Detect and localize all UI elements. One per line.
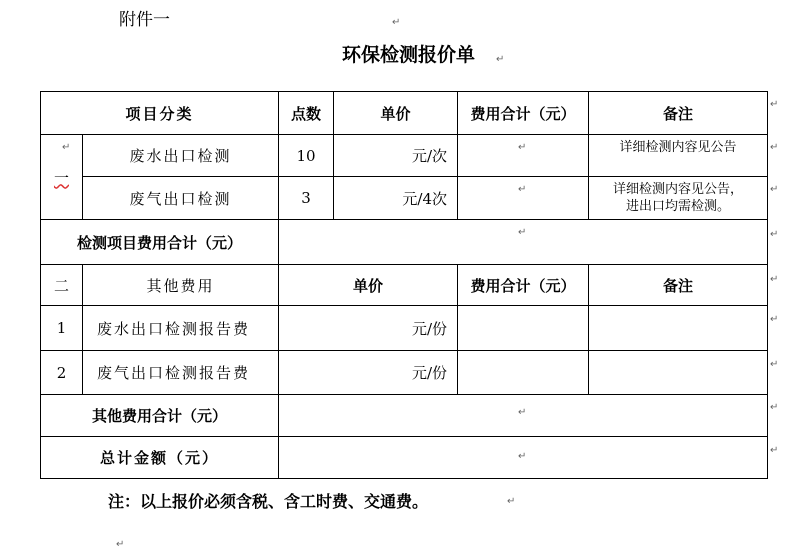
row-exhaust-points: 3	[301, 189, 311, 207]
report-fee-row1-name: 废水出口检测报告费	[97, 319, 251, 338]
paragraph-mark-icon: ↵	[518, 227, 527, 238]
paragraph-mark-icon: ↵	[770, 445, 779, 456]
section1-index-text: 一	[53, 168, 69, 187]
row-wastewater-remark: 详细检测内容见公告	[619, 139, 737, 155]
annex-label: 附件一	[119, 10, 170, 30]
paragraph-mark-icon: ↵	[116, 539, 125, 550]
paragraph-mark-icon: ↵	[770, 142, 779, 153]
section2-header-remarks: 备注	[662, 276, 693, 295]
paragraph-mark-icon: ↵	[770, 184, 779, 195]
section2-header-unit-price: 单价	[352, 276, 383, 295]
row-exhaust-price: 元/4次	[402, 189, 447, 208]
row-exhaust-remark-line1: 详细检测内容见公告，	[612, 182, 743, 197]
paragraph-mark-icon: ↵	[770, 402, 779, 413]
report-fee-row1-price: 元/份	[411, 319, 447, 338]
report-fee-row2-price: 元/份	[411, 364, 447, 382]
row-exhaust-remark	[589, 177, 767, 219]
paragraph-mark-icon: ↵	[518, 184, 527, 195]
paragraph-mark-icon: ↵	[496, 54, 505, 65]
grand-total-label: 总计金额（元）	[99, 449, 219, 467]
footnote: 注：以上报价必须含税、含工时费、交通费。	[108, 492, 429, 511]
section2-index: 二	[53, 276, 69, 295]
report-fee-row1-total[interactable]	[458, 306, 588, 350]
document-title: 环保检测报价单	[342, 44, 476, 66]
paragraph-mark-icon: ↵	[770, 99, 779, 110]
row-wastewater-points: 10	[296, 146, 316, 165]
report-fee-row1-remark[interactable]	[589, 306, 767, 350]
header-remarks: 备注	[662, 104, 693, 123]
section2-label: 其他费用	[146, 276, 215, 295]
paragraph-mark-icon: ↵	[392, 17, 401, 28]
section1-subtotal-label: 检测项目费用合计（元）	[76, 233, 242, 252]
row-wastewater-name: 废水出口检测	[129, 147, 232, 165]
header-fee-total: 费用合计（元）	[470, 104, 576, 123]
paragraph-mark-icon: ↵	[770, 229, 779, 240]
paragraph-mark-icon: ↵	[770, 314, 779, 325]
report-fee-row2-total[interactable]	[458, 351, 588, 394]
report-fee-row2-remark[interactable]	[589, 351, 767, 394]
header-unit-price: 单价	[380, 104, 411, 123]
paragraph-mark-icon: ↵	[518, 451, 527, 462]
header-item-category: 项目分类	[125, 104, 194, 123]
paragraph-mark-icon: ↵	[518, 407, 527, 418]
paragraph-mark-icon: ↵	[518, 142, 527, 153]
row-exhaust-name: 废气出口检测	[129, 189, 232, 208]
paragraph-mark-icon: ↵	[770, 274, 779, 285]
paragraph-mark-icon: ↵	[62, 142, 71, 153]
report-fee-row1-index: 1	[56, 319, 67, 337]
row-wastewater-price: 元/次	[411, 147, 447, 165]
report-fee-row2-name: 废气出口检测报告费	[97, 364, 251, 382]
row-exhaust-remark-line2: 进出口均需检测。	[625, 199, 730, 214]
report-fee-row2-index: 2	[56, 363, 67, 382]
header-points: 点数	[290, 104, 321, 123]
section2-subtotal-label: 其他费用合计（元）	[91, 407, 227, 425]
paragraph-mark-icon: ↵	[770, 359, 779, 370]
section2-header-fee-total: 费用合计（元）	[470, 276, 576, 295]
paragraph-mark-icon: ↵	[507, 496, 516, 507]
